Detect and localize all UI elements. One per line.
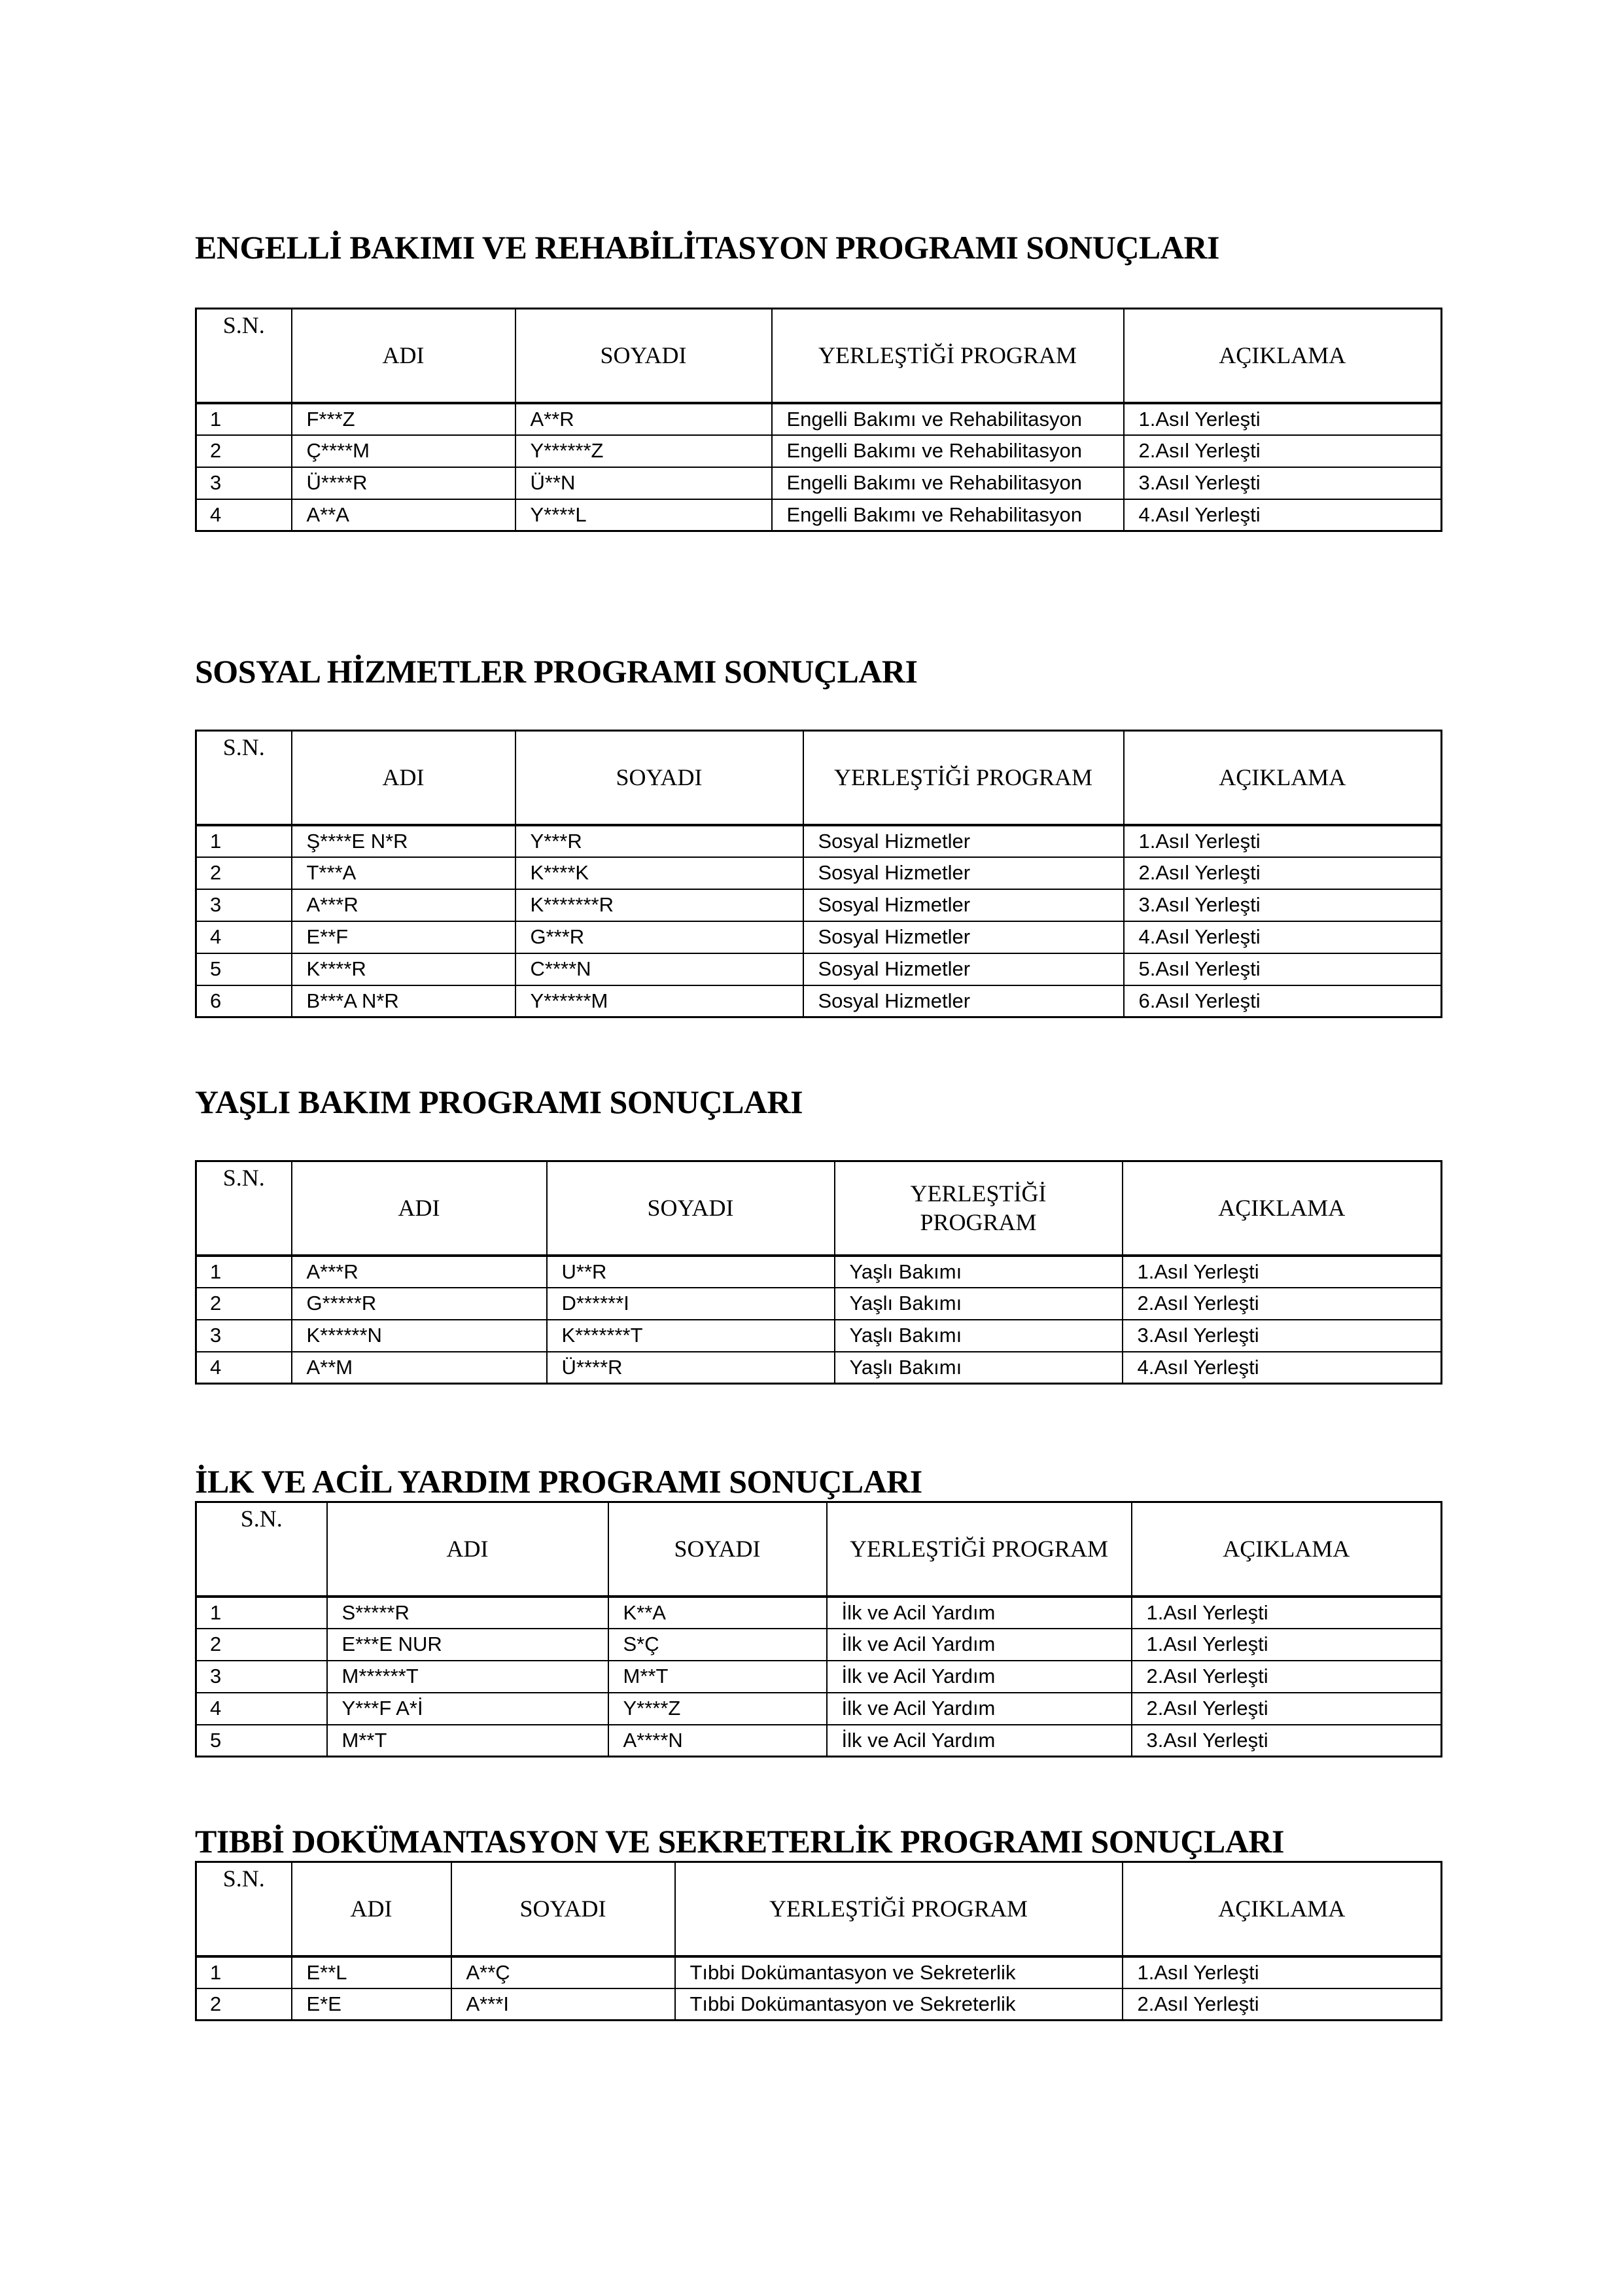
cell-soyadi: M**T <box>608 1661 827 1693</box>
cell-sn: 1 <box>196 1597 327 1629</box>
table-row <box>196 953 1442 985</box>
cell-sn: 1 <box>196 825 292 857</box>
section-title: TIBBİ DOKÜMANTASYON VE SEKRETERLİK PROGRAMI SONUÇLARI <box>195 1823 1284 1860</box>
cell-aciklama: 2.Asıl Yerleşti <box>1132 1693 1442 1725</box>
cell-program: Sosyal Hizmetler <box>803 825 1124 857</box>
cell-program: İlk ve Acil Yardım <box>827 1661 1132 1693</box>
cell-soyadi: K*******T <box>547 1320 835 1352</box>
cell-soyadi: A**R <box>515 403 772 435</box>
table-header-row <box>196 1161 1442 1256</box>
cell-sn: 2 <box>196 1288 292 1320</box>
cell-soyadi: K*******R <box>515 889 803 921</box>
results-table <box>195 1160 1442 1385</box>
cell-adi: Ç****M <box>292 435 515 467</box>
cell-soyadi: Y***R <box>515 825 803 857</box>
cell-adi: E**L <box>292 1956 451 1988</box>
table-row <box>196 1597 1442 1629</box>
table-row <box>196 825 1442 857</box>
cell-program: Yaşlı Bakımı <box>835 1352 1123 1384</box>
table-row <box>196 403 1442 435</box>
table-row <box>196 1988 1442 2021</box>
cell-aciklama: 2.Asıl Yerleşti <box>1132 1661 1442 1693</box>
table-row <box>196 1661 1442 1693</box>
cell-sn: 2 <box>196 1988 292 2021</box>
header-adi: ADI <box>292 731 515 825</box>
header-adi: ADI <box>292 1862 451 1956</box>
cell-adi: Ş****E N*R <box>292 825 515 857</box>
cell-adi: A**A <box>292 499 515 531</box>
header-aciklama: AÇIKLAMA <box>1132 1502 1442 1597</box>
cell-sn: 5 <box>196 953 292 985</box>
header-adi: ADI <box>292 1161 547 1256</box>
cell-soyadi: C****N <box>515 953 803 985</box>
table-row <box>196 435 1442 467</box>
table-header-row <box>196 1502 1442 1597</box>
cell-aciklama: 2.Asıl Yerleşti <box>1123 1288 1442 1320</box>
header-aciklama: AÇIKLAMA <box>1123 1862 1442 1956</box>
cell-sn: 5 <box>196 1725 327 1757</box>
cell-sn: 3 <box>196 889 292 921</box>
header-soyadi: SOYADI <box>608 1502 827 1597</box>
cell-aciklama: 2.Asıl Yerleşti <box>1124 435 1442 467</box>
header-program: YERLEŞTİĞİ PROGRAM <box>675 1862 1123 1956</box>
cell-aciklama: 2.Asıl Yerleşti <box>1124 857 1442 889</box>
cell-adi: Ü****R <box>292 467 515 499</box>
section-title: İLK VE ACİL YARDIM PROGRAMI SONUÇLARI <box>195 1463 922 1500</box>
cell-program: Yaşlı Bakımı <box>835 1288 1123 1320</box>
table-row <box>196 857 1442 889</box>
cell-soyadi: Ü****R <box>547 1352 835 1384</box>
table-row <box>196 1320 1442 1352</box>
header-sn: S.N. <box>196 1862 292 1956</box>
table-header-row <box>196 1862 1442 1956</box>
cell-sn: 3 <box>196 1320 292 1352</box>
cell-adi: S*****R <box>327 1597 608 1629</box>
results-table <box>195 1861 1442 2021</box>
cell-adi: F***Z <box>292 403 515 435</box>
table-row <box>196 889 1442 921</box>
cell-soyadi: A****N <box>608 1725 827 1757</box>
cell-sn: 1 <box>196 403 292 435</box>
cell-aciklama: 4.Asıl Yerleşti <box>1124 499 1442 531</box>
header-sn: S.N. <box>196 309 292 403</box>
cell-sn: 4 <box>196 1352 292 1384</box>
header-program-line2: PROGRAM <box>920 1209 1037 1236</box>
cell-aciklama: 3.Asıl Yerleşti <box>1124 889 1442 921</box>
cell-adi: K******N <box>292 1320 547 1352</box>
header-program: YERLEŞTİĞİ PROGRAM <box>772 309 1124 403</box>
cell-soyadi: U**R <box>547 1256 835 1288</box>
cell-program: Yaşlı Bakımı <box>835 1320 1123 1352</box>
table-row <box>196 499 1442 531</box>
cell-aciklama: 1.Asıl Yerleşti <box>1132 1629 1442 1661</box>
cell-sn: 6 <box>196 985 292 1017</box>
table-row <box>196 467 1442 499</box>
cell-sn: 4 <box>196 499 292 531</box>
header-adi: ADI <box>327 1502 608 1597</box>
cell-sn: 4 <box>196 1693 327 1725</box>
cell-soyadi: Y******Z <box>515 435 772 467</box>
cell-program: Engelli Bakımı ve Rehabilitasyon <box>772 467 1124 499</box>
cell-adi: A***R <box>292 1256 547 1288</box>
cell-adi: K****R <box>292 953 515 985</box>
header-sn: S.N. <box>196 1502 327 1597</box>
table-row <box>196 1352 1442 1384</box>
table-row <box>196 1725 1442 1757</box>
header-aciklama: AÇIKLAMA <box>1124 731 1442 825</box>
cell-program: Yaşlı Bakımı <box>835 1256 1123 1288</box>
header-adi: ADI <box>292 309 515 403</box>
cell-program: Tıbbi Dokümantasyon ve Sekreterlik <box>675 1956 1123 1988</box>
cell-aciklama: 1.Asıl Yerleşti <box>1124 403 1442 435</box>
cell-aciklama: 3.Asıl Yerleşti <box>1132 1725 1442 1757</box>
cell-program: Tıbbi Dokümantasyon ve Sekreterlik <box>675 1988 1123 2021</box>
cell-sn: 2 <box>196 857 292 889</box>
cell-adi: E*E <box>292 1988 451 2021</box>
cell-aciklama: 1.Asıl Yerleşti <box>1132 1597 1442 1629</box>
cell-soyadi: Y******M <box>515 985 803 1017</box>
table-row <box>196 1256 1442 1288</box>
table-row <box>196 921 1442 953</box>
cell-aciklama: 4.Asıl Yerleşti <box>1124 921 1442 953</box>
header-sn: S.N. <box>196 731 292 825</box>
cell-soyadi: D******I <box>547 1288 835 1320</box>
header-program: YERLEŞTİĞİ PROGRAM <box>827 1502 1132 1597</box>
cell-sn: 3 <box>196 467 292 499</box>
cell-aciklama: 6.Asıl Yerleşti <box>1124 985 1442 1017</box>
header-aciklama: AÇIKLAMA <box>1123 1161 1442 1256</box>
cell-program: İlk ve Acil Yardım <box>827 1693 1132 1725</box>
cell-aciklama: 4.Asıl Yerleşti <box>1123 1352 1442 1384</box>
header-soyadi: SOYADI <box>515 309 772 403</box>
header-program-line1: YERLEŞTİĞİ <box>910 1180 1047 1207</box>
header-program: YERLEŞTİĞİ PROGRAM <box>803 731 1124 825</box>
cell-sn: 3 <box>196 1661 327 1693</box>
table-header-row <box>196 731 1442 825</box>
table-row <box>196 1956 1442 1988</box>
cell-program: Sosyal Hizmetler <box>803 953 1124 985</box>
cell-adi: B***A N*R <box>292 985 515 1017</box>
header-soyadi: SOYADI <box>451 1862 675 1956</box>
cell-program: İlk ve Acil Yardım <box>827 1725 1132 1757</box>
cell-aciklama: 1.Asıl Yerleşti <box>1123 1956 1442 1988</box>
cell-adi: M**T <box>327 1725 608 1757</box>
table-header-row <box>196 309 1442 403</box>
cell-adi: E***E NUR <box>327 1629 608 1661</box>
cell-program: Sosyal Hizmetler <box>803 857 1124 889</box>
table-row <box>196 1629 1442 1661</box>
results-table <box>195 1501 1442 1757</box>
cell-sn: 2 <box>196 1629 327 1661</box>
cell-adi: G*****R <box>292 1288 547 1320</box>
cell-aciklama: 3.Asıl Yerleşti <box>1123 1320 1442 1352</box>
cell-program: Engelli Bakımı ve Rehabilitasyon <box>772 435 1124 467</box>
table-row <box>196 985 1442 1017</box>
cell-program: Engelli Bakımı ve Rehabilitasyon <box>772 499 1124 531</box>
cell-soyadi: Y****Z <box>608 1693 827 1725</box>
cell-sn: 1 <box>196 1956 292 1988</box>
cell-adi: E**F <box>292 921 515 953</box>
cell-adi: Y***F A*İ <box>327 1693 608 1725</box>
section-title: YAŞLI BAKIM PROGRAMI SONUÇLARI <box>195 1084 803 1120</box>
cell-sn: 1 <box>196 1256 292 1288</box>
cell-soyadi: A***I <box>451 1988 675 2021</box>
cell-adi: A**M <box>292 1352 547 1384</box>
cell-soyadi: Y****L <box>515 499 772 531</box>
cell-adi: M******T <box>327 1661 608 1693</box>
header-aciklama: AÇIKLAMA <box>1124 309 1442 403</box>
header-soyadi: SOYADI <box>515 731 803 825</box>
cell-program: İlk ve Acil Yardım <box>827 1597 1132 1629</box>
header-soyadi: SOYADI <box>547 1161 835 1256</box>
header-program <box>835 1161 1123 1256</box>
cell-aciklama: 1.Asıl Yerleşti <box>1124 825 1442 857</box>
cell-aciklama: 3.Asıl Yerleşti <box>1124 467 1442 499</box>
cell-soyadi: G***R <box>515 921 803 953</box>
results-table <box>195 308 1442 532</box>
cell-program: Sosyal Hizmetler <box>803 889 1124 921</box>
cell-soyadi: Ü**N <box>515 467 772 499</box>
cell-aciklama: 2.Asıl Yerleşti <box>1123 1988 1442 2021</box>
cell-sn: 2 <box>196 435 292 467</box>
results-table <box>195 730 1442 1018</box>
cell-adi: T***A <box>292 857 515 889</box>
section-title: SOSYAL HİZMETLER PROGRAMI SONUÇLARI <box>195 653 918 690</box>
cell-adi: A***R <box>292 889 515 921</box>
cell-program: İlk ve Acil Yardım <box>827 1629 1132 1661</box>
cell-soyadi: K**A <box>608 1597 827 1629</box>
header-sn: S.N. <box>196 1161 292 1256</box>
cell-program: Sosyal Hizmetler <box>803 921 1124 953</box>
cell-program: Engelli Bakımı ve Rehabilitasyon <box>772 403 1124 435</box>
section-title: ENGELLİ BAKIMI VE REHABİLİTASYON PROGRAMI SONUÇLARI <box>195 229 1219 266</box>
cell-sn: 4 <box>196 921 292 953</box>
table-row <box>196 1288 1442 1320</box>
cell-aciklama: 1.Asıl Yerleşti <box>1123 1256 1442 1288</box>
table-row <box>196 1693 1442 1725</box>
cell-aciklama: 5.Asıl Yerleşti <box>1124 953 1442 985</box>
cell-program: Sosyal Hizmetler <box>803 985 1124 1017</box>
cell-soyadi: A**Ç <box>451 1956 675 1988</box>
cell-soyadi: S*Ç <box>608 1629 827 1661</box>
cell-soyadi: K****K <box>515 857 803 889</box>
